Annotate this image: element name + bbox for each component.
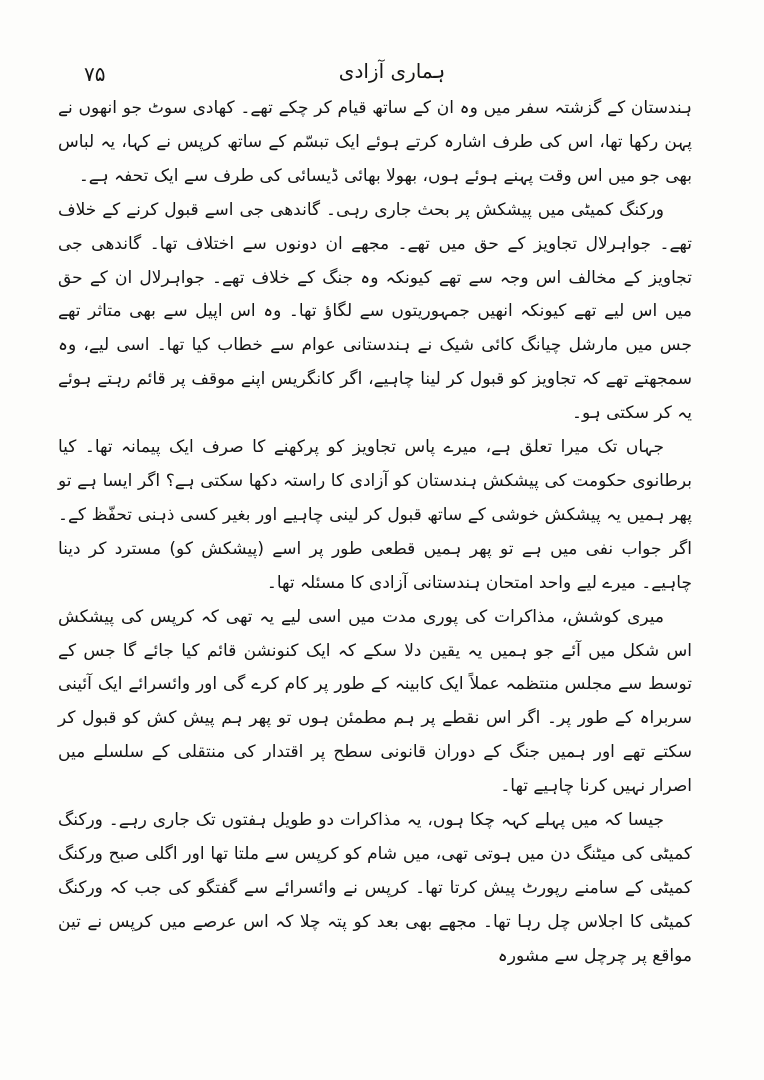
paragraph: ہندستان کے گزشتہ سفر میں وہ ان کے ساتھ قیام کر چکے تھے۔ کھادی سوٹ جو انھوں نے پہن رکھا تھا، اس کی طرف اشارہ کرتے ہوئے ایک تبسّم کے ساتھ کرپس نے کہا، یہ لباس بھی جو میں اس وقت پہنے ہوئے ہوں، بھولا بھائی ڈیسائی کی طرف سے ایک تحفہ ہے۔: [58, 98, 692, 186]
paragraph: جیسا کہ میں پہلے کہہ چکا ہوں، یہ مذاکرات دو طویل ہفتوں تک جاری رہے۔ ورکنگ کمیٹی کی میٹنگ دن میں ہوتی تھی، میں شام کو کرپس سے ملتا تھا اور اگلی صبح ورکنگ کمیٹی کے سامنے رپورٹ پیش کرتا تھا۔ کرپس نے وائسرائے سے گفتگو کی جب کہ ورکنگ کمیٹی کا اجلاس چل رہا تھا۔ مجھے بھی بعد کو پتہ چلا کہ اس عرصے میں کرپس نے تین مواقع پر چرچل سے مشورہ: [58, 810, 692, 966]
paragraph: میری کوشش، مذاکرات کی پوری مدت میں اسی لیے یہ تھی کہ کرپس کی پیشکش اس شکل میں آئے جو ہمیں یہ یقین دلا سکے کہ ایک کنونشن قائم کیا جائے گا جس کے توسط سے مجلس منتظمہ عملاً ایک کابینہ کے طور پر کام کرے گی اور وائسرائے ایک آئینی سربراہ کے طور پر۔ اگر اس نقطے پر ہم مطمئن ہوں تو پھر ہم پیش کش کو قبول کر سکتے تھے اور ہمیں جنگ کے دوران قانونی سطح پر اقتدار کی منتقلی کے سلسلے میں اصرار نہیں کرنا چاہیے تھا۔: [58, 606, 692, 797]
page-body: [58, 92, 692, 974]
paragraph: جہاں تک میرا تعلق ہے، میرے پاس تجاویز کو پرکھنے کا صرف ایک پیمانہ تھا۔ کیا برطانوی حکومت کی پیشکش ہندستان کو آزادی کا راستہ دکھا سکتی ہے؟ اگر ایسا ہے تو پھر ہمیں یہ پیشکش خوشی کے ساتھ قبول کر لینی چاہیے اور بغیر کسی ذہنی تحفّظ کے۔ اگر جواب نفی میں ہے تو پھر ہمیں قطعی طور پر اسے (پیشکش کو) مسترد کر دینا چاہیے۔ میرے لیے واحد امتحان ہندستانی آزادی کا مسئلہ تھا۔: [58, 437, 692, 593]
paragraph: ورکنگ کمیٹی میں پیشکش پر بحث جاری رہی۔ گاندھی جی اسے قبول کرنے کے خلاف تھے۔ جواہرلال تجاویز کے حق میں تھے۔ مجھے ان دونوں سے اختلاف تھا۔ گاندھی جی تجاویز کے مخالف اس وجہ سے تھے کیونکہ وہ جنگ کے خلاف تھے۔ جواہرلال ان کے حق میں اس لیے تھے کیونکہ انھیں جمہوریتوں سے لگاؤ تھا۔ وہ اس اپیل سے بھی متاثر تھے جس میں مارشل چیانگ کائی شیک نے ہندستانی عوام سے خطاب کیا تھا۔ اسی لیے، وہ سمجھتے تھے کہ تجاویز کو قبول کر لینا چاہیے، اگر کانگریس اپنے موقف پر قائم رہتے ہوئے یہ کر سکتی ہو۔: [58, 199, 692, 424]
running-title: ہماری آزادی: [338, 59, 446, 83]
page-number: ۷۵: [84, 62, 106, 86]
